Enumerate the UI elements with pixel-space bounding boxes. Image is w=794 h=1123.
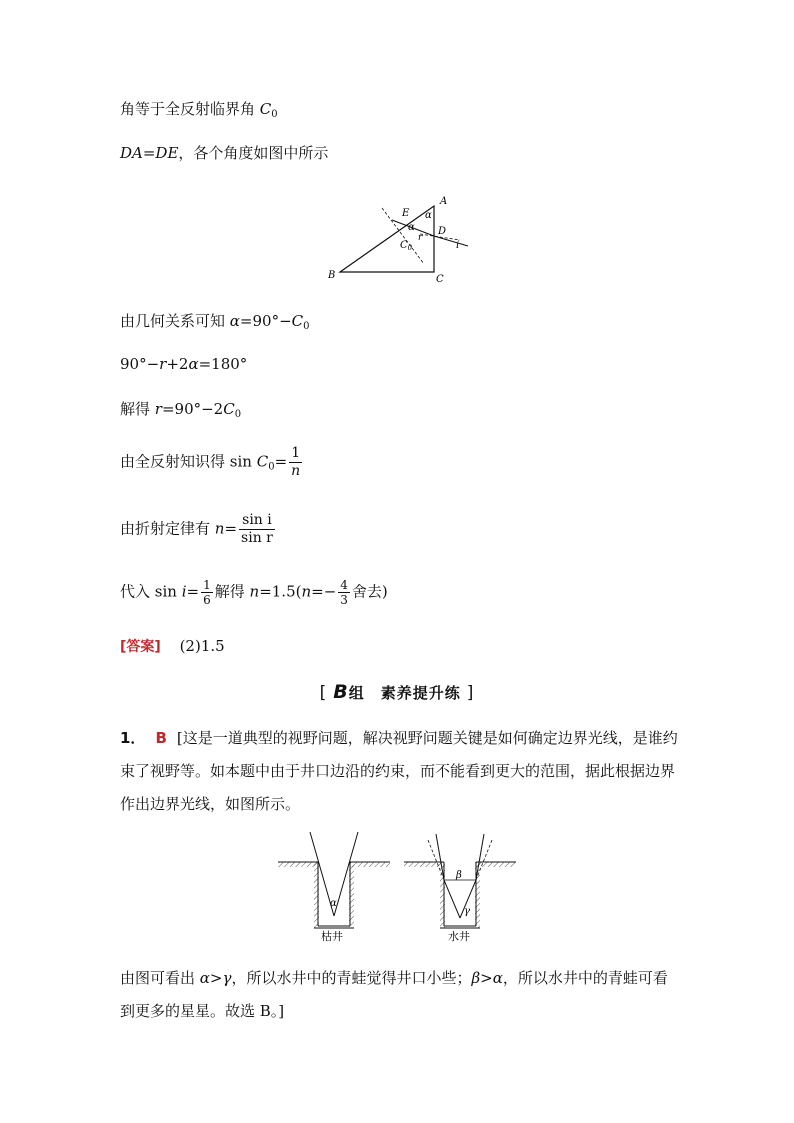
wells-figure — [270, 830, 530, 945]
line-solve-r: 解得 $r=90^\circ-2C_0$ — [120, 400, 242, 420]
water-well-caption: 水井 — [448, 930, 470, 943]
label-i: i — [456, 240, 460, 251]
fraction-4-over-3: $\frac{4}{3}$ — [340, 578, 348, 607]
label-B: B — [328, 270, 336, 281]
answer-line — [120, 636, 225, 657]
line-critical-angle: 角等于全反射临界角 $C_0$ — [120, 100, 278, 120]
answer-value: (2)1.5 — [179, 637, 225, 655]
label-C: C — [436, 274, 444, 285]
line-geometry: 由几何关系可知 $\alpha=90^\circ-C_0$ — [120, 312, 310, 332]
label-D: D — [438, 226, 447, 237]
label-A: A — [440, 196, 448, 207]
label-c0: $C_0$ — [400, 240, 413, 252]
answer-tag: [答案] — [120, 639, 161, 655]
fraction-sini-over-sinr: $\frac{\text{sin i}}{\text{sin r}}$ — [241, 512, 273, 546]
dry-well-alpha: α — [330, 898, 337, 909]
label-alpha-top: α — [425, 210, 432, 221]
fraction-1-over-6: $\frac{1}{6}$ — [203, 578, 211, 607]
label-r: r — [418, 233, 423, 243]
fraction-1-over-n: $\frac{1}{n}$ — [291, 445, 301, 479]
water-well-beta: β — [456, 870, 462, 881]
section-header: [ B组 素养提升练 ] — [319, 681, 475, 703]
prism-figure — [320, 190, 480, 290]
question-1-paragraph: 1． B [这是一道典型的视野问题，解决视野问题关键是如何确定边界光线，是谁约束了视野等。如本题中由于井口边沿的约束，而不能看到更大的范围，据此根据边界作出边界光线，如图所示。 — [120, 729, 678, 813]
dry-well-caption: 枯井 — [321, 930, 343, 943]
line-total-reflection: 由全反射知识得 $\sin C_0=$ $\frac{1}{n}$ — [120, 445, 301, 479]
water-well-gamma: γ — [464, 906, 470, 917]
label-E: E — [402, 208, 410, 219]
conclusion-paragraph: 由图可看出 α>γ，所以水井中的青蛙觉得井口小些；β>α，所以水井中的青蛙可看到更多的星星。故选 B。] — [120, 969, 668, 1020]
line-refraction-law: 由折射定律有 n= $\frac{\text{sin i}}{\text{sin r}}$ — [120, 512, 273, 546]
label-alpha-e: α — [408, 222, 415, 233]
line-angle-sum: 90°−r+2α=180° — [120, 355, 248, 373]
line-da-de: DA=DE，各个角度如图中所示 — [120, 144, 329, 162]
line-substitute: 代入 sin i= $\frac{1}{6}$ 解得 n=1.5(n=− $\frac{4}{3}$ 舍去) — [120, 578, 388, 607]
